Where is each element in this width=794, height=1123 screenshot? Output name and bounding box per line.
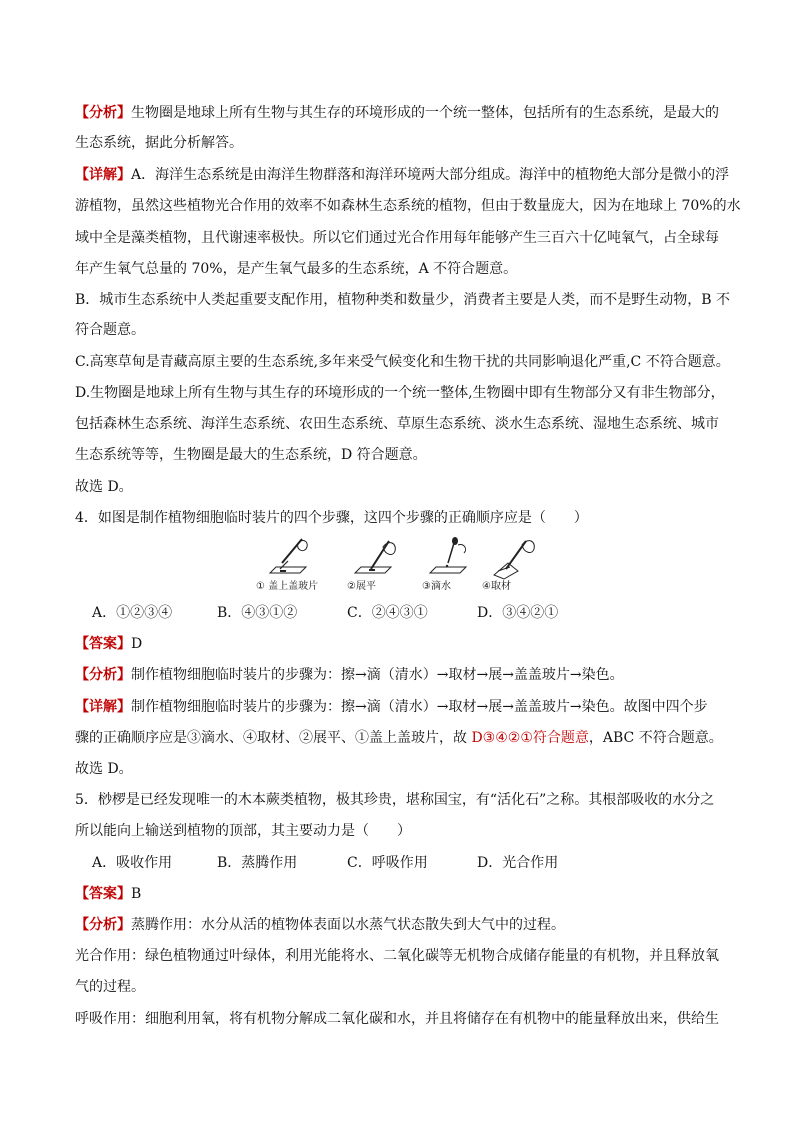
q5-stem-line-2: 所以能向上输送到植物的顶部，其主要动力是（ ） <box>75 823 411 839</box>
q4-option-b: B．④③①② <box>217 605 298 621</box>
q4-answer <box>75 634 725 654</box>
analysis-tag: 【分析】 <box>75 105 131 121</box>
q5-photosynthesis-line-1: 光合作用：绿色植物通过叶绿体，利用光能将水、二氧化碳等无机物合成储存能量的有机物，并且释放氧 <box>75 948 719 964</box>
q3-detail-line-1 <box>75 165 730 185</box>
detail-tag: 【详解】 <box>75 167 131 183</box>
caption-step-1: ① 盖上盖玻片 <box>256 581 319 592</box>
q3-option-d-line-2: 包括森林生态系统、海洋生态系统、农田生态系统、草原生态系统、淡水生态系统、湿地生态系统、城市 <box>75 416 719 432</box>
figure-step-take-sample <box>480 533 550 597</box>
figure-step-cover-slip <box>250 533 320 597</box>
q3-detail-line-2: 游植物，虽然这些植物光合作用的效率不如森林生态系统的植物，但由于数量庞大，因为在地球上 70%的水 <box>75 198 741 214</box>
caption-step-4: ④取材 <box>482 581 511 592</box>
caption-step-2: ②展平 <box>347 581 376 592</box>
q5-option-d: D．光合作用 <box>477 855 559 871</box>
q4-stem: 4．如图是制作植物细胞临时装片的四个步骤，这四个步骤的正确顺序应是（ ） <box>75 510 588 526</box>
q5-option-a: A．吸收作用 <box>92 855 173 871</box>
q3-option-d-line-1: D.生物圈是地球上所有生物与其生存的环境形成的一个统一整体,生物圈中即有生物部分又有非生物部分， <box>75 385 725 401</box>
detail-tag: 【详解】 <box>75 699 131 715</box>
q3-choose: 故选 D。 <box>75 479 133 495</box>
q4-option-d: D．③④②① <box>477 605 559 621</box>
q3-option-d-line-3: 生态系统等等，生物圈是最大的生态系统，D 符合题意。 <box>75 447 427 463</box>
q5-option-c: C．呼吸作用 <box>347 855 428 871</box>
q5-stem-line-1: 5．桫椤是已经发现唯一的木本蕨类植物，极其珍贵，堪称国宝，有“活化石”之称。其根部吸收的水分之 <box>75 792 715 808</box>
q3-analysis-line-1 <box>75 103 725 123</box>
q3-detail-text: A．海洋生态系统是由海洋生物群落和海洋环境两大部分组成。海洋中的植物绝大部分是微小的浮 <box>131 167 730 183</box>
q3-analysis-text: 生物圈是地球上所有生物与其生存的环境形成的一个统一整体，包括所有的生态系统，是最大的 <box>131 105 719 121</box>
analysis-tag: 【分析】 <box>75 917 131 933</box>
caption-step-3: ③滴水 <box>422 581 451 592</box>
q4-answer-value: D <box>131 636 143 652</box>
q5-photosynthesis-line-2: 气的过程。 <box>75 979 145 995</box>
figure-step-flatten <box>345 533 415 597</box>
q3-analysis-line-2: 生态系统，据此分析解答。 <box>75 135 243 151</box>
q4-option-c: C．②④③① <box>347 605 428 621</box>
q4-detail-text-2c: ，ABC 不符合题意。 <box>588 730 723 746</box>
answer-tag: 【答案】 <box>75 636 131 652</box>
q4-analysis <box>75 665 725 685</box>
q4-detail-line-1 <box>75 697 725 717</box>
q4-detail-text-2a: 骤的正确顺序应是③滴水、④取材、②展平、①盖上盖玻片，故 <box>75 730 472 746</box>
q4-figure <box>250 533 550 597</box>
q5-option-b: B．蒸腾作用 <box>217 855 298 871</box>
q5-answer-value: B <box>131 886 142 902</box>
q3-option-b-line-1: B．城市生态系统中人类起重要支配作用，植物种类和数量少，消费者主要是人类，而不是野生动物，B 不 <box>75 292 731 308</box>
answer-tag: 【答案】 <box>75 886 131 902</box>
q3-option-c-line-1: C.高寒草甸是青藏高原主要的生态系统,多年来受气候变化和生物干扰的共同影响退化严重,C 不符合题意。 <box>75 354 730 370</box>
q3-option-b-line-2: 符合题意。 <box>75 322 145 338</box>
sample-icon <box>480 533 550 581</box>
q5-analysis-text: 蒸腾作用：水分从活的植物体表面以水蒸气状态散失到大气中的过程。 <box>131 917 565 933</box>
q3-detail-line-4: 年产生氧气总量的 70%，是产生氧气最多的生态系统，A 不符合题意。 <box>75 261 518 277</box>
q4-choose: 故选 D。 <box>75 761 133 777</box>
q4-detail-highlight: D③④②①符合题意 <box>471 730 589 746</box>
analysis-tag: 【分析】 <box>75 667 131 683</box>
flatten-icon <box>345 533 415 581</box>
q4-detail-text: 制作植物细胞临时装片的步骤为：擦→滴（清水）→取材→展→盖盖玻片→染色。故图中四个步 <box>131 699 708 715</box>
q4-analysis-text: 制作植物细胞临时装片的步骤为：擦→滴（清水）→取材→展→盖盖玻片→染色。 <box>131 667 624 683</box>
q5-analysis <box>75 915 725 935</box>
q5-respiration-line-1: 呼吸作用：细胞利用氧，将有机物分解成二氧化碳和水，并且将储存在有机物中的能量释放出来，供给生 <box>75 1011 719 1027</box>
q4-detail-line-2 <box>75 728 725 748</box>
q3-detail-line-3: 域中全是藻类植物，且代谢速率极快。所以它们通过光合作用每年能够产生三百六十亿吨氧气，占全球每 <box>75 230 719 246</box>
cover-slip-icon <box>250 533 320 581</box>
q5-answer <box>75 884 725 904</box>
q4-option-a: A．①②③④ <box>92 605 173 621</box>
